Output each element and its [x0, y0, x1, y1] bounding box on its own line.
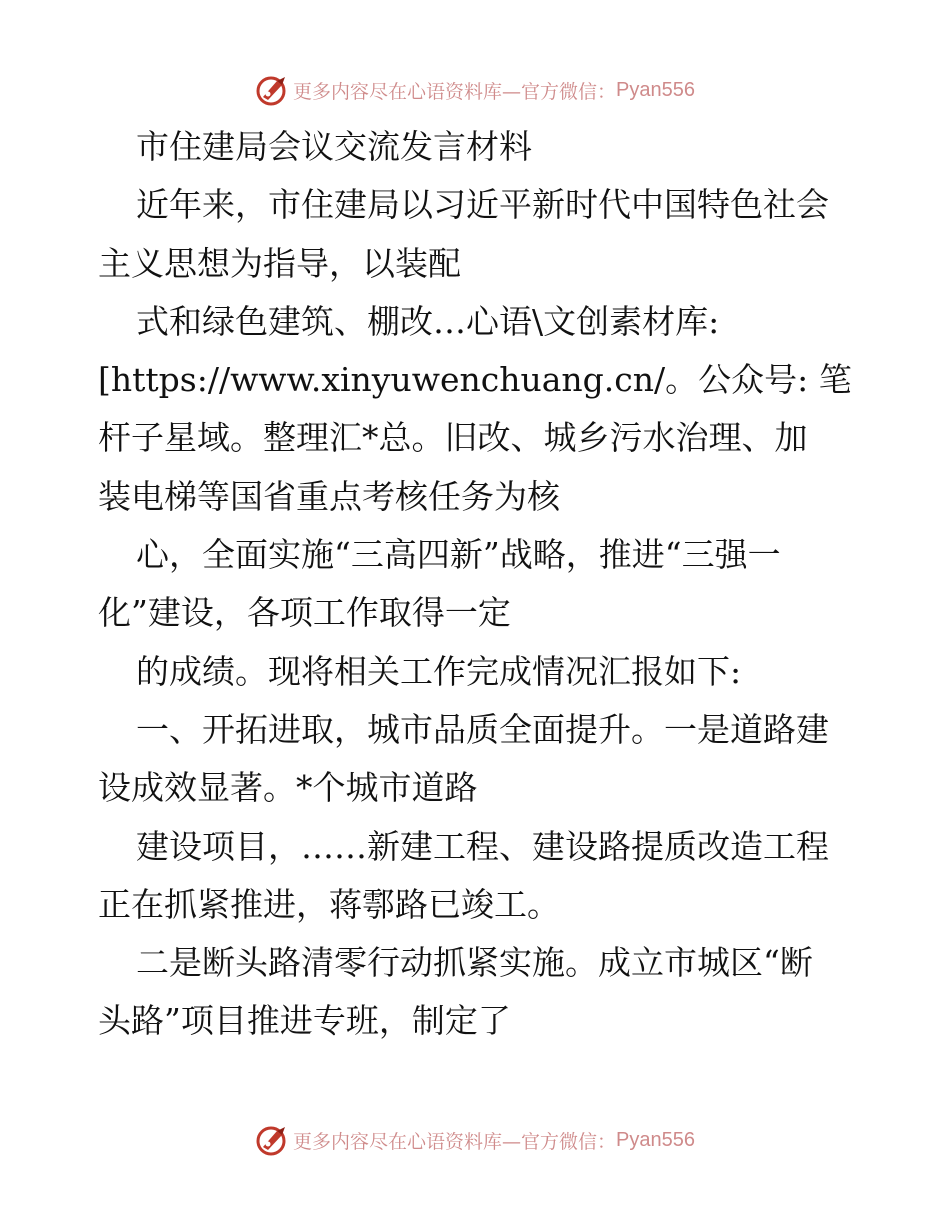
text-line: 心，全面实施“三高四新”战略，推进“三强一 [136, 535, 781, 575]
pen-nib-logo-icon [255, 73, 289, 107]
text-line: 市住建局会议交流发言材料 [136, 127, 532, 166]
text-line: 一、开拓进取，城市品质全面提升。一是道路建 [136, 709, 829, 749]
text-line: [https://www.xinyuwenchuang.cn/。公众号: 笔 [98, 360, 852, 400]
text-line: 近年来，市住建局以习近平新时代中国特色社会 [136, 185, 829, 225]
watermark-wechat-id: Pyan556 [616, 78, 695, 101]
text-line: 式和绿色建筑、棚改…心语\文创素材库: [136, 301, 720, 341]
text-line: 主义思想为指导，以装配 [98, 243, 461, 283]
footer-watermark [0, 1120, 950, 1160]
text-line: 装电梯等国省重点考核任务为核 [98, 476, 560, 516]
watermark-text: 更多内容尽在心语资料库—官方微信： [293, 1130, 617, 1153]
text-line: 设成效显著。*个城市道路 [98, 768, 478, 808]
text-line: 二是断头路清零行动抓紧实施。成立市城区“断 [136, 943, 813, 983]
text-line: 正在抓紧推进，蒋鄠路已竣工。 [98, 884, 560, 924]
text-line: 杆子星域。整理汇*总。旧改、城乡污水治理、加 [98, 418, 808, 458]
watermark-wechat-id: Pyan556 [616, 1128, 695, 1151]
text-line: 建设项目，……新建工程、建设路提质改造工程 [136, 826, 829, 866]
watermark-text: 更多内容尽在心语资料库—官方微信： [293, 80, 617, 103]
text-line: 的成绩。现将相关工作完成情况汇报如下: [136, 651, 742, 691]
text-line: 头路”项目推进专班，制定了 [98, 1001, 511, 1041]
document-body [98, 118, 868, 1051]
text-line: 化”建设，各项工作取得一定 [98, 593, 511, 633]
pen-nib-logo-icon [255, 1123, 289, 1157]
header-watermark [0, 70, 950, 110]
